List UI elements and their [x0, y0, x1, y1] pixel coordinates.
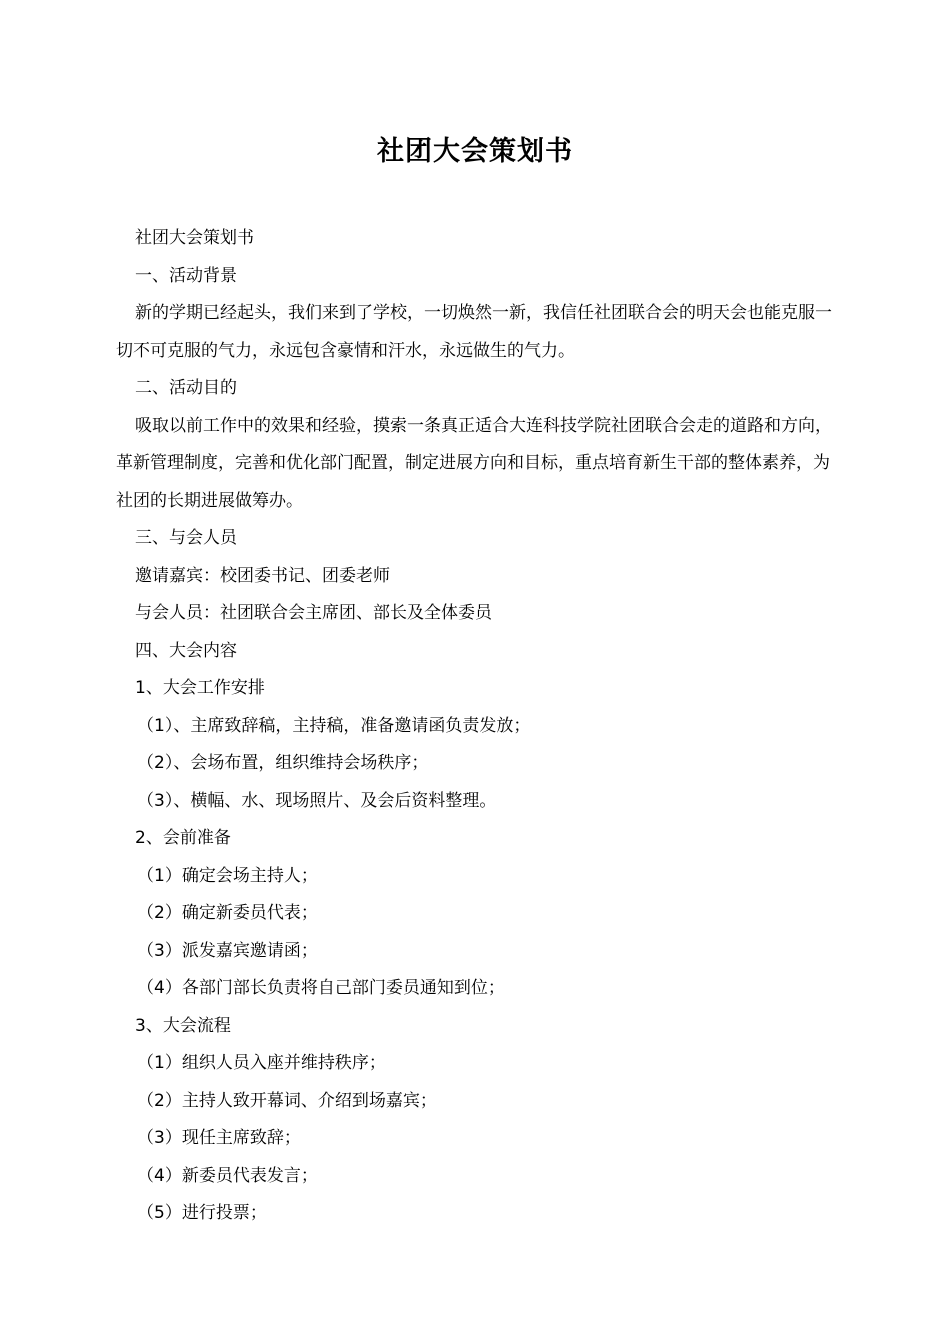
subheading-work-arrangement: 1、大会工作安排 [135, 678, 265, 698]
paragraph-purpose: 吸取以前工作中的效果和经验，摸索一条真正适合大连科技学院社团联合会走的道路和方向，革新管理制度，完善和优化部门配置，制定进展方向和目标，重点培育新生干部的整体素养，为社团的长期进展做筹办。 [116, 415, 832, 511]
list-item: （5）进行投票； [137, 1203, 267, 1223]
list-item: （2）主持人致开幕词、介绍到场嘉宾； [137, 1090, 437, 1111]
heading-background: 一、活动背景 [135, 265, 237, 286]
document-body [116, 220, 836, 1233]
list-item: （3）、横幅、水、现场照片、及会后资料整理。 [137, 790, 497, 811]
subheading-preparation: 2、会前准备 [135, 828, 231, 848]
subheading-process: 3、大会流程 [135, 1015, 231, 1036]
list-item: （3）现任主席致辞； [137, 1128, 301, 1148]
list-item: （1）组织人员入座并维持秩序； [137, 1053, 386, 1073]
list-item: （4）各部门部长负责将自己部门委员通知到位； [137, 978, 505, 998]
list-item: （4）新委员代表发言； [137, 1165, 318, 1186]
list-item: （1）确定会场主持人； [137, 865, 318, 886]
list-item: （2）、会场布置，组织维持会场秩序； [137, 753, 429, 773]
list-item: （1）、主席致辞稿，主持稿，准备邀请函负责发放； [137, 715, 531, 736]
document-title: 社团大会策划书 [377, 136, 573, 167]
paragraph-subtitle: 社团大会策划书 [135, 228, 254, 248]
list-item: （2）确定新委员代表； [137, 903, 318, 923]
heading-content: 四、大会内容 [135, 640, 237, 661]
paragraph-background: 新的学期已经起头，我们来到了学校，一切焕然一新，我信任社团联合会的明天会也能克服一切不可克服的气力，永远包含豪情和汗水，永远做生的气力。 [116, 303, 832, 361]
list-item: （3）派发嘉宾邀请函； [137, 940, 318, 961]
paragraph-attendees: 与会人员：社团联合会主席团、部长及全体委员 [135, 603, 492, 623]
heading-attendees: 三、与会人员 [135, 528, 237, 548]
heading-purpose: 二、活动目的 [135, 378, 237, 398]
paragraph-guests: 邀请嘉宾：校团委书记、团委老师 [135, 565, 390, 586]
